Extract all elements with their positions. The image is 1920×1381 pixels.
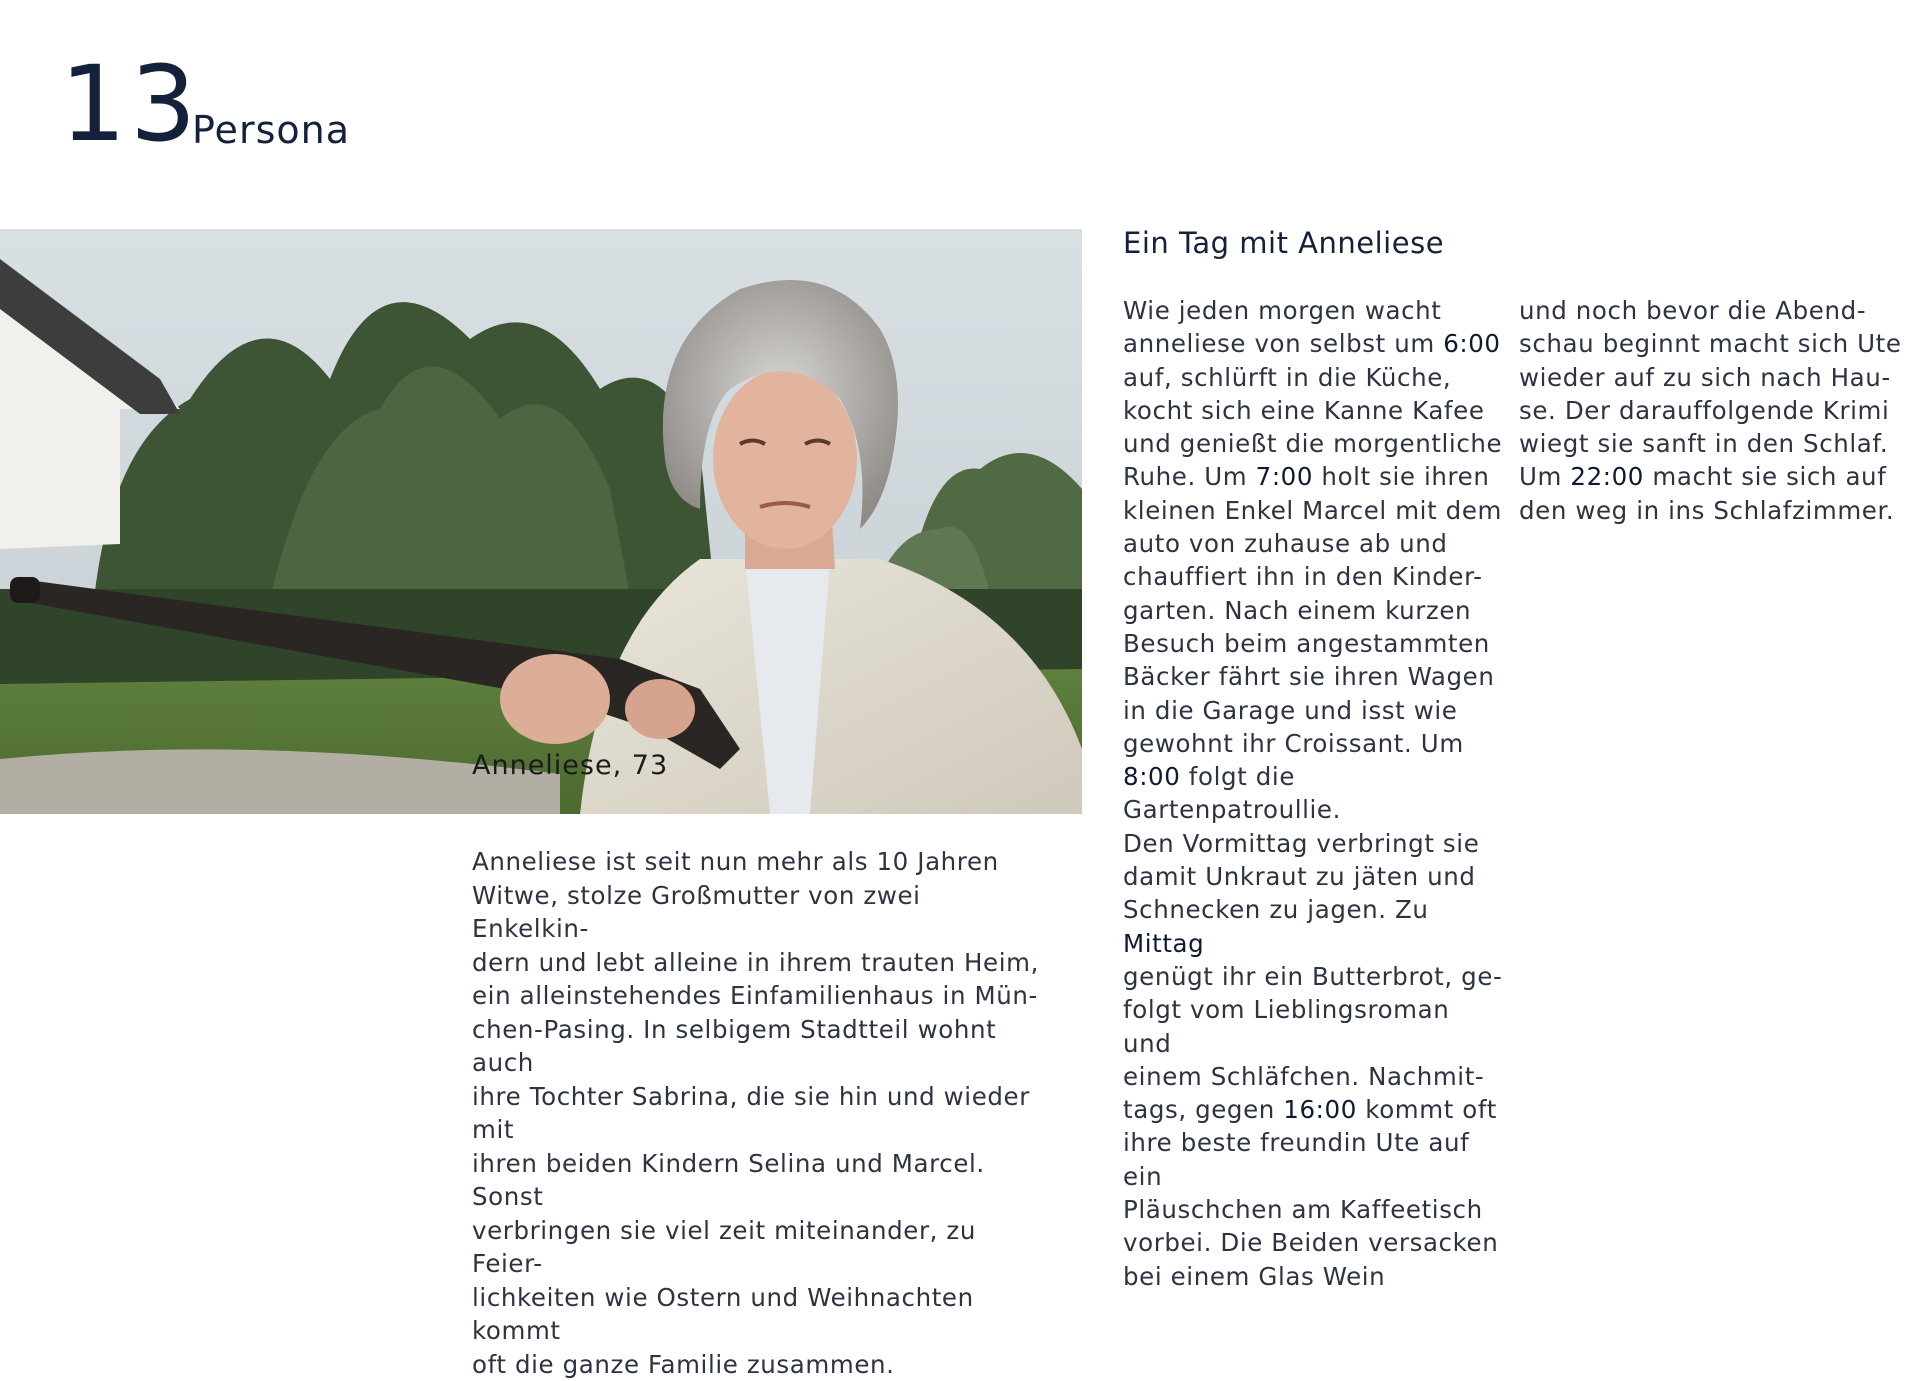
persona-intro-text: Anneliese ist seit nun mehr als 10 Jahren Witwe, stolze Großmutter von zwei Enkelkin- dern und lebt alleine in ihrem trauten Heim, ein alleinstehendes Einfamilienhaus in Mün- chen-Pasing. In selbigem Stadtteil wohnt auch ihre Tochter Sabrina, die sie hin und wieder mit ihren beiden Kindern Selina und Marcel. Sonst verbringen sie viel zeit miteinander, zu Feier- lichkeiten wie Ostern und Weihnachten kommt oft die ganze Familie zusammen.: [472, 847, 1039, 1379]
day-text-column-1: [1123, 294, 1503, 1293]
day-text-column-2: [1519, 294, 1909, 527]
section-title: Persona: [192, 108, 350, 152]
day-text-segment: holt sie ihren kleinen Enkel Marcel mit dem auto von zuhause ab und chauffiert ihn in den Kinder- garten. Nach einem kurzen Besuch beim angestammten Bäcker fährt sie ihren Wagen in die Garage und isst wie gewohnt ihr Croissant. Um: [1123, 462, 1502, 758]
time-highlight: Mittag: [1123, 928, 1205, 958]
time-highlight: 8:00: [1123, 762, 1181, 792]
time-highlight: 6:00: [1443, 329, 1501, 359]
day-text-segment: folgt die Gartenpatroullie. Den Vormittag verbringt sie damit Unkraut zu jäten und Schnecken zu jagen. Zu: [1123, 762, 1480, 925]
time-highlight: 22:00: [1570, 462, 1644, 492]
photo-caption: Anneliese, 73: [472, 750, 669, 781]
day-text-segment: auf, schlürft in die Küche, kocht sich eine Kanne Kafee und genießt die morgentliche Ruhe. Um: [1123, 362, 1503, 492]
day-heading: Ein Tag mit Anneliese: [1123, 226, 1445, 260]
time-highlight: 7:00: [1255, 462, 1314, 492]
day-text-segment: macht sie sich auf den weg in ins Schlafzimmer.: [1519, 462, 1895, 525]
day-text-segment: kommt oft ihre beste freundin Ute auf ein Pläuschchen am Kaffeetisch vorbei. Die Beiden versacken bei einem Glas Wein: [1123, 1095, 1499, 1291]
persona-photo-illustration: [0, 229, 1082, 814]
persona-photo: [0, 229, 1082, 814]
page-number: 13: [60, 43, 201, 165]
day-text-segment: Wie jeden morgen wacht anneliese von selbst um: [1123, 296, 1442, 359]
day-text-segment: und noch bevor die Abend- schau beginnt macht sich Ute wieder auf zu sich nach Hau- se. Der darauffolgende Krimi wiegt sie sanft in den Schlaf. Um: [1519, 296, 1902, 492]
time-highlight: 16:00: [1283, 1095, 1357, 1125]
day-text-segment: genügt ihr ein Butterbrot, ge- folgt vom Lieblingsroman und einem Schläfchen. Nachmit- tags, gegen: [1123, 961, 1503, 1125]
